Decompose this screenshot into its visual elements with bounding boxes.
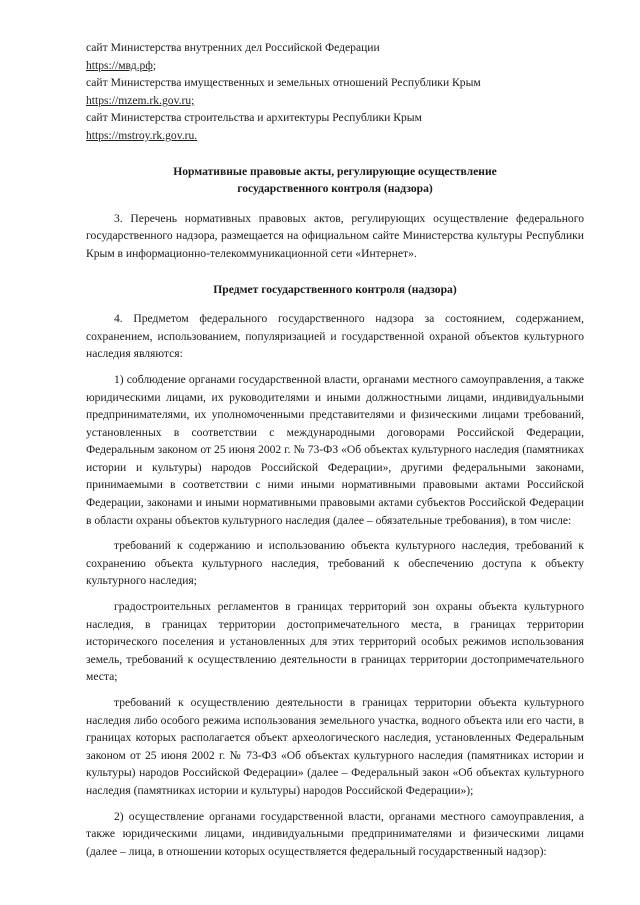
sub-item-archaeological: требований к осуществлению деятельности в границах территории объекта культурного наследия либо особого режима использования земельного участка, водного объекта или его части, в границах которых располагается объект археологического наследия, установленных Федеральным законом от 25 июня 2002 г. № 73-ФЗ «Об объектах культурного наследия (памятниках истории и культуры) народов Российской Федерации» (далее – Федеральный закон «Об объектах культурного наследия (памятниках истории и культуры) народов Российской Федерации»);: [86, 696, 584, 797]
paragraph-4: 4. Предметом федерального государственного надзора за состоянием, содержанием, сохранением, использованием, популяризацией и государственной охраной объектов культурного наследия являются:: [86, 312, 584, 361]
sub-item-requirements: требований к содержанию и использованию объекта культурного наследия, требований к сохранению объекта культурного наследия, требований к обеспечению доступа к объекту культурного наследия;: [86, 539, 584, 588]
link-url-mvd[interactable]: https://мвд.рф;: [86, 58, 157, 72]
paragraph-3: 3. Перечень нормативных правовых актов, регулирующих осуществление федерального государственного надзора, размещается на официальном сайте Министерства культуры Республики Крым в информационно-телекоммуникационной сети «Интернет».: [86, 211, 584, 260]
list-item-1: 1) соблюдение органами государственной власти, органами местного самоуправления, а также юридическими лицами, их руководителями и иными должностными лицами, индивидуальными предпринимателями, их уполномоченными представителями и физическими лицами требований, установленных в соответствии с международными договорами Российской Федерации, Федеральным законом от 25 июня 2002 г. № 73-ФЗ «Об объектах культурного наследия (памятниках истории и культуры) народов Российской Федерации», другими федеральными законами, принимаемыми в соответствии с ними иными нормативными правовыми актами Российской Федерации, законами и иными нормативными правовыми актами субъектов Российской Федерации в области охраны объектов культурного наследия (далее – обязательные требования), в том числе:: [86, 372, 584, 527]
link-url-mstroy[interactable]: https://mstroy.rk.gov.ru.: [86, 128, 198, 142]
link-url-mzem[interactable]: https://mzem.rk.gov.ru;: [86, 93, 195, 107]
sub-item-regulations: градостроительных регламентов в границах территорий зон охраны объекта культурного наследия, в границах территории достопримечательного места, в границах территории исторического поселения и установленных для этих территорий особых режимов использования земель, требований к осуществлению деятельности в границах территории достопримечательного места;: [86, 600, 584, 684]
link-label-mzem: сайт Министерства имущественных и земельных отношений Республики Крым: [86, 76, 481, 90]
document-body: [86, 39, 584, 860]
link-label-mvd: сайт Министерства внутренних дел Российской Федерации: [86, 41, 380, 54]
list-item-2: 2) осуществление органами государственной власти, органами местного самоуправления, а также юридическими лицами, индивидуальными предпринимателями и физическими лицами (далее – лица, в отношении которых осуществляется федеральный государственный надзор):: [86, 809, 584, 858]
section-heading-legal-acts-line2: государственного контроля (надзора): [237, 182, 433, 196]
section-heading-legal-acts: Нормативные правовые акты, регулирующие осуществление: [173, 164, 497, 178]
section-heading-subject: Предмет государственного контроля (надзора): [213, 282, 457, 296]
link-label-mstroy: сайт Министерства строительства и архитектуры Республики Крым: [86, 111, 422, 125]
